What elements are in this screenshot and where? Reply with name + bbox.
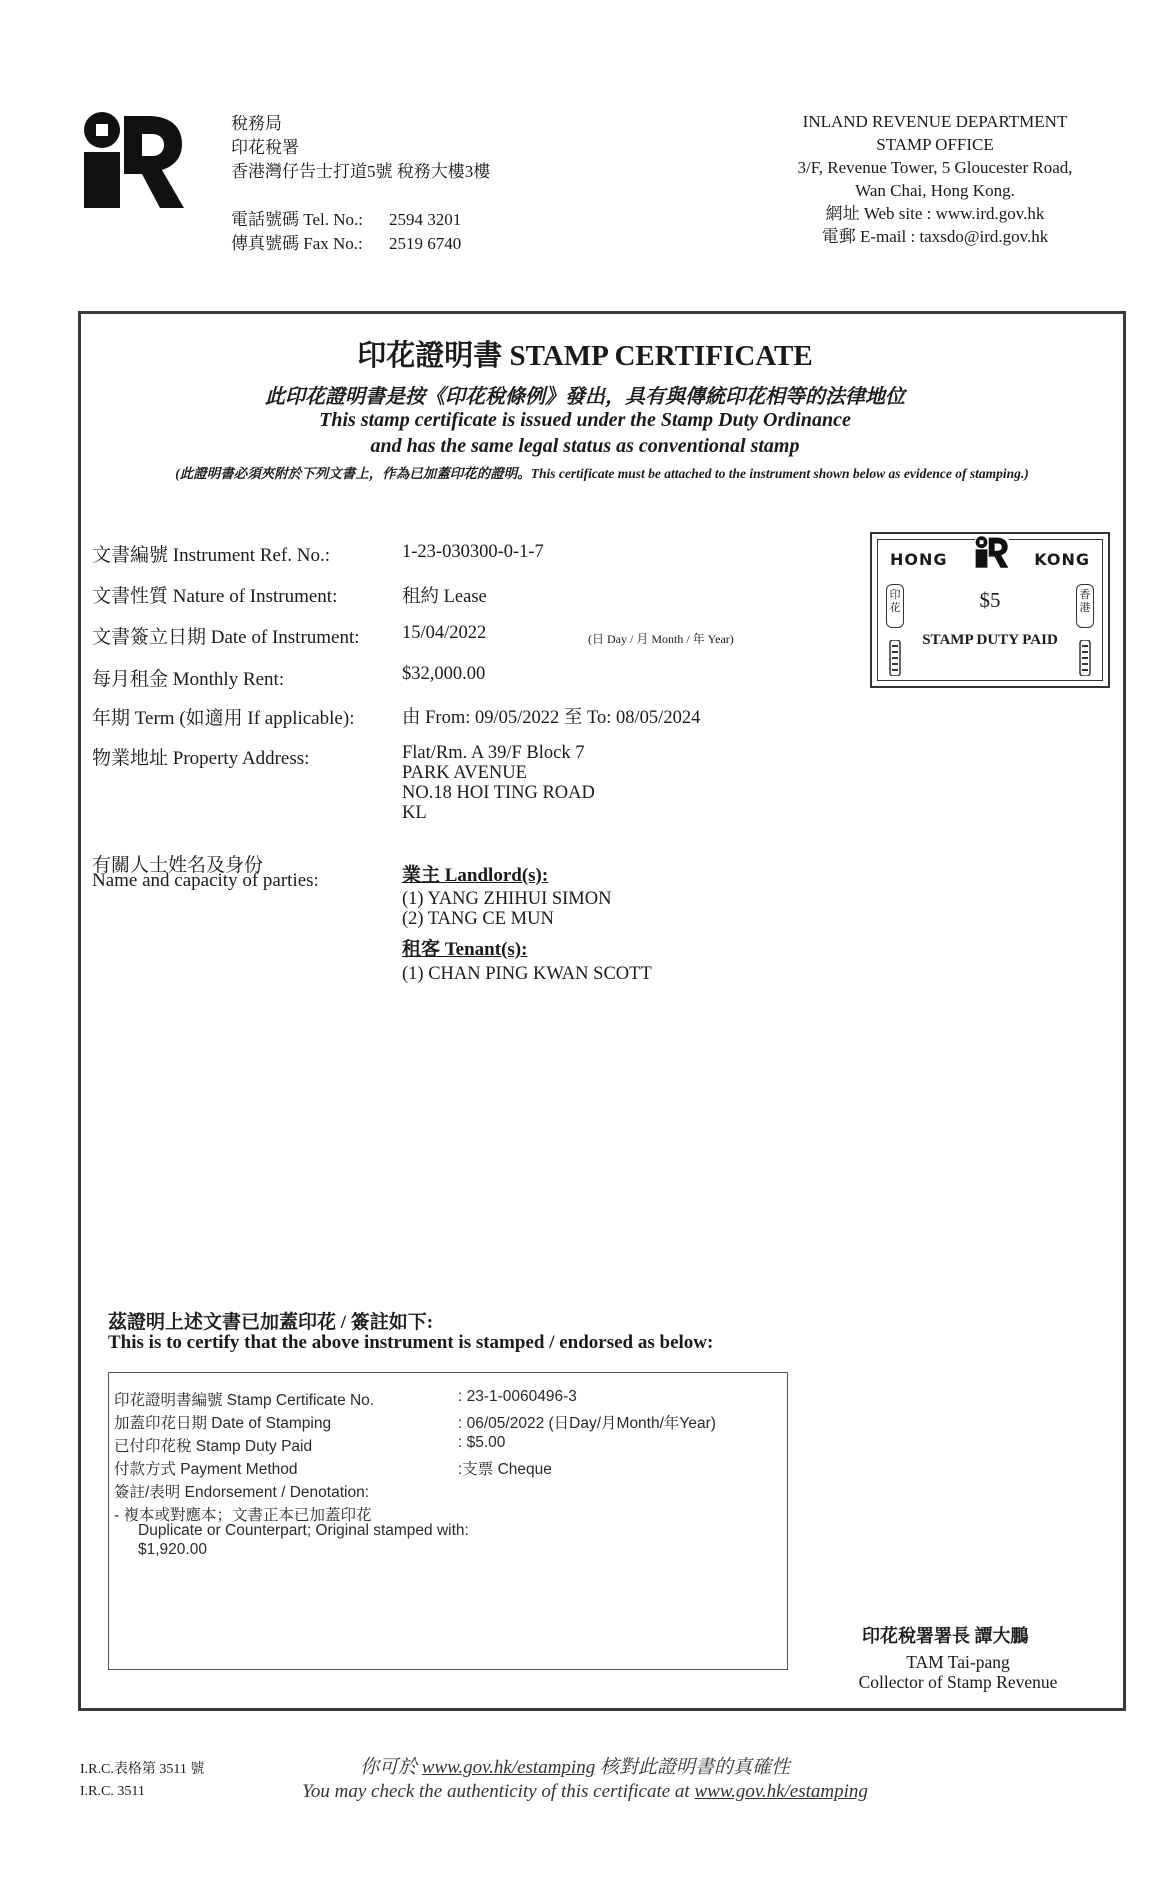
office-name-cn-2: 印花稅署 [231,138,299,157]
rent-label: 每月租金 Monthly Rent: [92,669,285,690]
collector-name: TAM Tai-pang [906,1652,1010,1672]
landlord-entry: (2) TANG CE MUN [402,909,554,929]
certificate-title: 印花證明書 STAMP CERTIFICATE [357,340,813,372]
stamping-date-value: : 06/05/2022 (日Day/月Month/年Year) [458,1415,716,1432]
verify-note-cn [0,1752,1160,1779]
address-line: NO.18 HOI TING ROAD [402,783,595,803]
parties-label-cn: 有關人士姓名及身份 [92,855,264,876]
term-value: 由 From: 09/05/2022 至 To: 08/05/2024 [402,708,701,728]
certify-en: This is to certify that the above instrument is stamped / endorsed as below: [108,1332,714,1353]
stamp-logo-icon [975,536,1009,568]
tenant-entry: (1) CHAN PING KWAN SCOTT [402,964,652,984]
parties-label-en: Name and capacity of parties: [92,870,319,891]
endorsement-label: 簽註/表明 Endorsement / Denotation: [114,1484,370,1501]
duty-paid-value: : $5.00 [458,1434,506,1451]
term-label: 年期 Term (如適用 If applicable): [92,708,355,729]
stamp-right-seal: 香港 [1076,584,1094,628]
nature-label: 文書性質 Nature of Instrument: [92,586,338,607]
certify-cn: 茲證明上述文書已加蓋印花 / 簽註如下: [108,1312,434,1333]
stamp-ornament-icon [1078,640,1092,676]
office-address-cn: 香港灣仔告士打道5號 稅務大樓3樓 [231,162,491,181]
department-name: INLAND REVENUE DEPARTMENT [802,112,1068,131]
email: 電郵 E-mail : taxsdo@ird.gov.hk [821,227,1049,246]
form-number-cn: I.R.C.表格第 3511 號 [80,1762,205,1777]
form-number-en: I.R.C. 3511 [80,1784,145,1799]
date-value: 15/04/2022 [402,623,487,643]
fax-value: 2519 6740 [389,234,462,253]
rent-value: $32,000.00 [402,664,486,684]
address-line-2: Wan Chai, Hong Kong. [855,181,1015,200]
estamping-link-cn[interactable]: www.gov.hk/estamping [421,1757,596,1778]
date-format-hint: (日 Day / 月 Month / 年 Year) [588,632,734,646]
department-address [790,110,1080,248]
stamp-hong: HONG [890,550,948,569]
collector-title-cn: 印花稅署署長 譚大鵬 [862,1626,1029,1646]
tel-label: 電話號碼 Tel. No.: [231,210,363,229]
duty-paid-label: 已付印花稅 Stamp Duty Paid [114,1438,313,1455]
nature-value: 租約 Lease [402,587,487,607]
website: 網址 Web site : www.ird.gov.hk [825,204,1045,223]
estamping-link-en[interactable]: www.gov.hk/estamping [694,1781,868,1802]
verify-cn-pre: 你可於 [360,1757,422,1778]
verify-en-pre: You may check the authenticity of this certificate at [302,1781,695,1802]
stamp-amount: $5 [979,588,1001,612]
office-name: STAMP OFFICE [876,135,994,154]
stamping-date-label: 加蓋印花日期 Date of Stamping [114,1415,332,1432]
address-label: 物業地址 Property Address: [92,748,310,769]
payment-method-label: 付款方式 Payment Method [114,1461,298,1478]
office-name-cn-1: 稅務局 [231,114,282,133]
verify-cn-post: 核對此證明書的真確性 [595,1757,790,1778]
cert-no-label: 印花證明書編號 Stamp Certificate No. [114,1392,375,1409]
verify-note-en [0,1781,1170,1803]
fax-label: 傳真號碼 Fax No.: [231,234,363,253]
ref-value: 1-23-030300-0-1-7 [402,542,544,562]
subtitle-cn: 此印花證明書是按《印花稅條例》發出，具有與傳統印花相等的法律地位 [265,386,905,408]
address-line: KL [402,803,427,823]
stamp-left-seal: 印花 [886,584,904,628]
tenant-heading: 租客 Tenant(s): [402,939,528,960]
address-line: PARK AVENUE [402,763,527,783]
ird-logo [82,112,186,208]
address-line-1: 3/F, Revenue Tower, 5 Gloucester Road, [797,158,1073,177]
ref-label: 文書編號 Instrument Ref. No.: [92,545,331,566]
stamp-paid-label: STAMP DUTY PAID [922,632,1058,648]
endorsement-line: $1,920.00 [138,1541,207,1558]
collector-title-en: Collector of Stamp Revenue [858,1672,1058,1692]
tel-value: 2594 3201 [389,210,462,229]
subtitle-en-2: and has the same legal status as conventional stamp [370,435,800,457]
stamp-duty-paid-stamp [870,532,1110,688]
payment-method-value: :支票 Cheque [458,1461,552,1478]
attachment-note: (此證明書必須夾附於下列文書上，作為已加蓋印花的證明。This certificate must be attached to the instrument shown below as evidence of stamping.) [175,466,1029,481]
subtitle-en-1: This stamp certificate is issued under the Stamp Duty Ordinance [319,409,851,431]
address-line: Flat/Rm. A 39/F Block 7 [402,743,585,763]
stamp-kong: KONG [1034,550,1090,569]
landlord-heading: 業主 Landlord(s): [402,865,549,886]
date-label: 文書簽立日期 Date of Instrument: [92,627,360,648]
landlord-entry: (1) YANG ZHIHUI SIMON [402,889,612,909]
endorsement-line: - 複本或對應本；文書正本已加蓋印花 [114,1507,372,1524]
stamp-ornament-icon [888,640,902,676]
endorsement-line: Duplicate or Counterpart; Original stamped with: [138,1522,469,1539]
cert-no-value: : 23-1-0060496-3 [458,1388,577,1405]
